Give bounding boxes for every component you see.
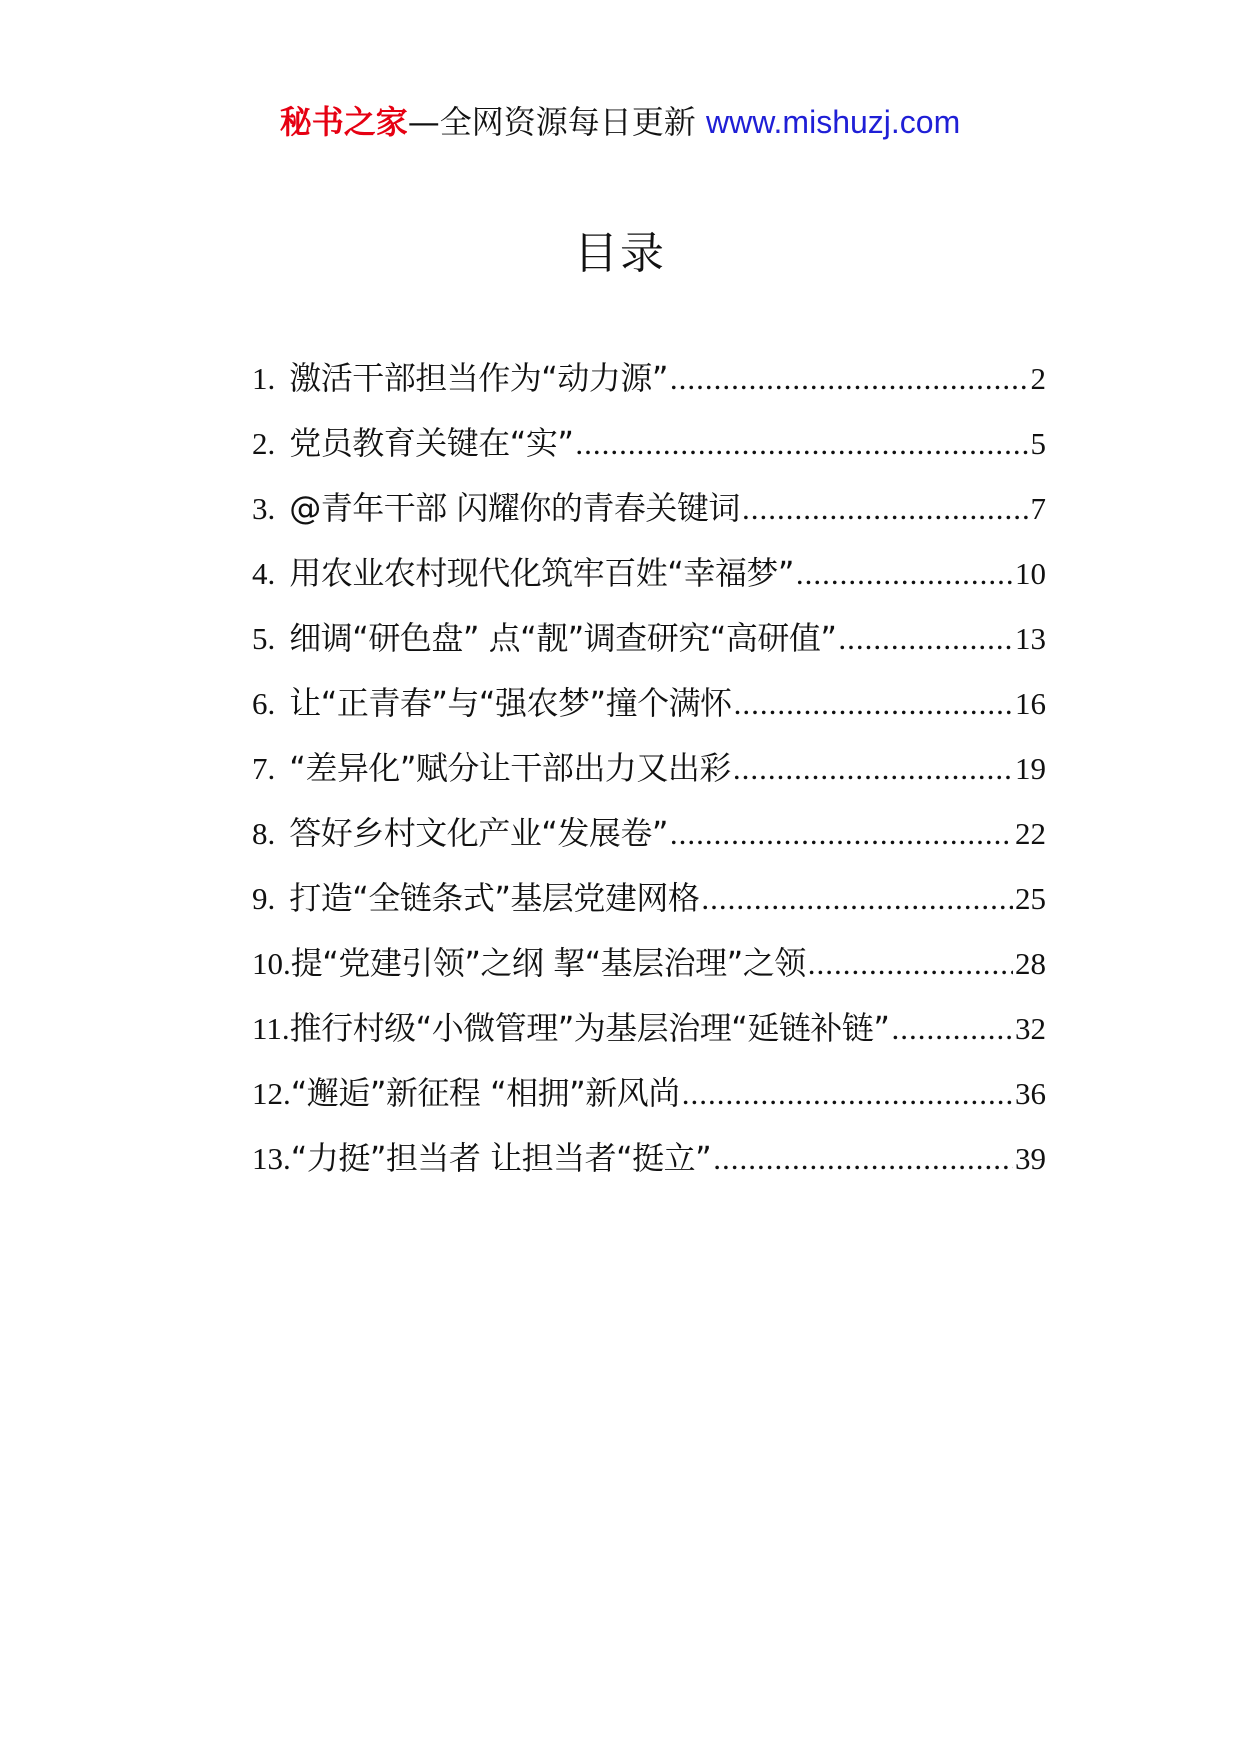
toc-entry-page: 22	[1015, 816, 1046, 851]
toc-entry-number: 8.	[252, 816, 276, 851]
toc-entry[interactable]	[252, 1136, 1046, 1201]
toc-entry[interactable]	[252, 811, 1046, 876]
toc-entry-number: 1.	[252, 361, 276, 396]
toc-leader-dots	[891, 1007, 1013, 1051]
toc-leader-dots	[734, 682, 1013, 726]
toc-entry-page: 7	[1030, 491, 1046, 526]
toc-entry[interactable]	[252, 616, 1046, 681]
site-brand: 秘书之家	[279, 103, 408, 141]
toc-entry-title: “力挺”担当者 让担当者“挺立”	[290, 1139, 712, 1177]
toc-entry-number: 4.	[252, 556, 276, 591]
toc-entry-page: 32	[1015, 1011, 1046, 1046]
toc-entry-page: 39	[1015, 1141, 1046, 1176]
table-of-contents	[252, 356, 1046, 1201]
toc-leader-dots	[838, 617, 1013, 661]
toc-leader-dots	[808, 942, 1013, 986]
toc-entry-title: 提“党建引领”之纲 挈“基层治理”之领	[290, 944, 806, 982]
toc-leader-dots	[575, 422, 1028, 466]
toc-entry[interactable]	[252, 551, 1046, 616]
site-banner	[0, 100, 1240, 144]
toc-entry[interactable]	[252, 746, 1046, 811]
toc-entry[interactable]	[252, 421, 1046, 486]
toc-entry-page: 28	[1015, 946, 1046, 981]
site-url-link[interactable]: www.mishuzj.com	[705, 104, 961, 140]
toc-entry-page: 2	[1030, 361, 1046, 396]
toc-entry-number: 11.	[252, 1011, 290, 1046]
toc-entry-title: 答好乡村文化产业“发展卷”	[289, 814, 668, 852]
toc-entry[interactable]	[252, 356, 1046, 421]
toc-entry[interactable]	[252, 486, 1046, 551]
toc-entry[interactable]	[252, 1071, 1046, 1136]
toc-entry-page: 10	[1015, 556, 1046, 591]
toc-leader-dots	[670, 357, 1029, 401]
toc-entry-page: 25	[1015, 881, 1046, 916]
toc-entry-title: 党员教育关键在“实”	[289, 424, 574, 462]
toc-entry-page: 5	[1030, 426, 1046, 461]
toc-entry[interactable]	[252, 681, 1046, 746]
toc-entry-title: 细调“研色盘” 点“靓”调查研究“高研值”	[289, 619, 837, 657]
toc-entry-title: @青年干部 闪耀你的青春关键词	[289, 489, 740, 527]
toc-entry[interactable]	[252, 876, 1046, 941]
toc-entry-page: 19	[1015, 751, 1046, 786]
site-tagline: —全网资源每日更新	[407, 103, 696, 141]
toc-entry-page: 16	[1015, 686, 1046, 721]
toc-entry-title: 激活干部担当作为“动力源”	[289, 359, 668, 397]
toc-entry-number: 5.	[252, 621, 276, 656]
toc-entry-number: 9.	[252, 881, 276, 916]
toc-leader-dots	[670, 812, 1013, 856]
toc-entry-number: 3.	[252, 491, 276, 526]
toc-entry-title: 让“正青春”与“强农梦”撞个满怀	[289, 684, 732, 722]
toc-entry-title: 打造“全链条式”基层党建网格	[289, 879, 700, 917]
toc-entry-number: 6.	[252, 686, 276, 721]
toc-entry-title: “邂逅”新征程 “相拥”新风尚	[290, 1074, 680, 1112]
toc-entry-number: 12.	[252, 1076, 291, 1111]
toc-entry[interactable]	[252, 1006, 1046, 1071]
toc-leader-dots	[796, 552, 1013, 596]
page-title: 目录	[574, 228, 666, 279]
toc-entry-title: 推行村级“小微管理”为基层治理“延链补链”	[289, 1009, 890, 1047]
toc-leader-dots	[701, 877, 1013, 921]
toc-entry-number: 10.	[252, 946, 291, 981]
toc-leader-dots	[682, 1072, 1013, 1116]
toc-entry-page: 36	[1015, 1076, 1046, 1111]
toc-entry-number: 13.	[252, 1141, 291, 1176]
toc-leader-dots	[713, 1137, 1013, 1181]
toc-leader-dots	[733, 747, 1013, 791]
toc-entry-title: 用农业农村现代化筑牢百姓“幸福梦”	[289, 554, 794, 592]
toc-entry-number: 2.	[252, 426, 276, 461]
toc-entry[interactable]	[252, 941, 1046, 1006]
toc-entry-number: 7.	[252, 751, 276, 786]
toc-leader-dots	[742, 487, 1029, 531]
toc-entry-page: 13	[1015, 621, 1046, 656]
toc-entry-title: “差异化”赋分让干部出力又出彩	[289, 749, 731, 787]
